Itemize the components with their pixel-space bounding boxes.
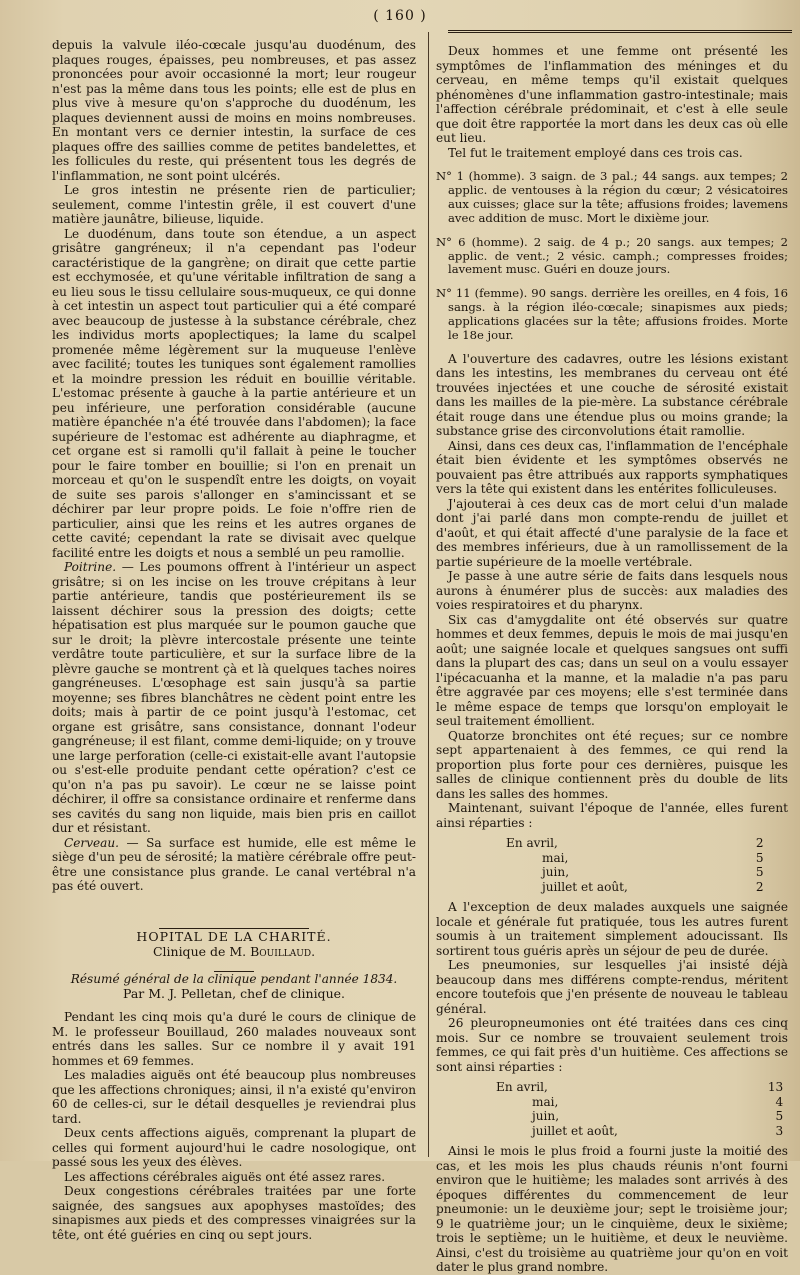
paragraph: A l'exception de deux malades auxquels une saignée locale et générale fut pratiquée, tous les autres furent soumis à un traitement simplement adoucissant. Ils sortirent tous guéris après un séjour de peu de durée.: [436, 900, 788, 958]
paragraph: Deux hommes et une femme ont présenté les symptômes de l'inflammation des méninges et du cerveau, en même temps qu'il existait quelques phénomènes d'une inflammation gastro-intestinale; mais l'affection cérébrale prédominait, et c'est à elle seule que doit être rapportée la mort dans les deux cas où elle eut lieu.: [436, 44, 788, 145]
hospital-heading: HOPITAL DE LA CHARITÉ.: [136, 928, 332, 944]
paragraph: Ainsi le mois le plus froid a fourni juste la moitié des cas, et les mois les plus chauds réunis n'ont fourni environ que le huitième; les malades sont arrivés à des époques différentes du commencement de leur pneumonie: un le deuxième jour; sept le troisième jour; 9 le quatrième jour; un le cinquième, deux le sixième; trois le septième; un le huitième, et deux le neuvième. Ainsi, c'est du troisième au quatrième jour qu'on en voit dater le plus grand nombre.: [436, 1144, 788, 1275]
bronchitis-distribution-table: [506, 836, 764, 894]
table-row: [496, 1095, 783, 1110]
table-row: [496, 1124, 783, 1139]
paragraph: Les affections cérébrales aiguës ont été assez rares.: [64, 1169, 386, 1184]
case-record: N° 1 (homme). 3 saign. de 3 pal.; 44 sangs. aux tempes; 2 applic. de ventouses à la région du cœur; 2 vésicatoires aux cuisses; glace sur la tête; affusions froides; lavemens avec addition de musc. Mort le dixième jour.: [436, 169, 788, 225]
clinic-name: Bouillaud.: [250, 943, 316, 959]
paragraph-cerveau: [52, 836, 416, 894]
paragraph: Maintenant, suivant l'époque de l'année, elles furent ainsi réparties :: [436, 801, 788, 830]
month-cell: juillet et août,: [542, 879, 628, 894]
paragraph-poitrine: [52, 560, 416, 836]
case-record: N° 11 (femme). 90 sangs. derrière les oreilles, en 4 fois, 16 sangs. à la région iléo-cœcale; sinapismes aux pieds; applications glacées sur la tête; affusions froides. Morte le 18e jour.: [436, 286, 788, 343]
paragraph: Le duodénum, dans toute son étendue, a un aspect grisâtre gangréneux; il n'a cependant pas l'odeur caractéristique de la gangrène; on dirait que cette partie est ecchymosée, et qu'une véritable infiltration de sang a eu lieu sous le tissu cellulaire sous-muqueux, ce qui donne à cet intestin un aspect tout particulier qui a été comparé avec beaucoup de justesse à la substance cérébrale, chez les individus morts apoplectiques; la lame du scalpel promenée même légèrement sur la muqueuse l'enlève avec facilité; toutes les tuniques sont également ramollies et la moindre pression les réduit en bouillie véritable. L'estomac présente à gauche à la partie antérieure et un peu inférieure, une perforation considérable (aucune matière épanchée n'a été trouvée dans l'abdomen); la face supérieure de l'estomac est adhérente au diaphragme, et cet organe est si ramolli qu'il fallait à peine le toucher pour le faire tomber en bouillie; si l'on en prenait un morceau et qu'on le suspendît entre les doigts, on voyait de suite ses parois s'allonger en s'amincissant et se déchirer par leur propre poids. Le foie n'offre rien de particulier, ainsi que les reins et les autres organes de cette cavité; cependant la rate se divisait avec quelque facilité entre les doigts et nous a semblé un peu ramollie.: [52, 226, 416, 560]
table-row: [506, 865, 764, 880]
pneumonia-distribution-table: [496, 1080, 783, 1138]
page-number: ( 160 ): [373, 8, 427, 24]
count-cell: 2: [755, 879, 764, 894]
table-row: [506, 851, 764, 866]
month-cell: juin,: [532, 1109, 560, 1124]
column-divider: [428, 32, 429, 1157]
month-cell: mai,: [532, 1094, 559, 1109]
summary-heading: Résumé général de la clinique pendant l'année 1834.: [70, 971, 398, 986]
month-cell: juillet et août,: [532, 1123, 618, 1138]
paragraph: Le gros intestin ne présente rien de particulier; seulement, comme l'intestin grêle, il est couvert d'une matière jaunâtre, bilieuse, liquide.: [52, 183, 416, 226]
author-line: Par M. J. Pelletan, chef de clinique.: [123, 986, 345, 1001]
paragraph: Les maladies aiguës ont été beaucoup plus nombreuses que les affections chroniques; ainsi, il n'a existé qu'environ 60 de celles-ci, sur le détail desquelles je reviendrai plus tard.: [52, 1068, 416, 1126]
paragraph: Ainsi, dans ces deux cas, l'inflammation de l'encéphale était bien évidente et les symptômes observés ne pouvaient pas être attribués aux rapports symphatiques vers la tête qui existent dans les entérites folliculeuses.: [436, 438, 788, 497]
table-row: [506, 880, 764, 895]
section-label: Poitrine.: [64, 560, 117, 574]
count-cell: 5: [755, 865, 764, 880]
month-cell: mai,: [542, 850, 569, 865]
paragraph-text: — Les poumons offrent à l'intérieur un aspect grisâtre; si on les incise on les trouve crépitans à leur partie antérieure, tandis que postérieurement ils se laissent déchirer sous la pression des doigts; cette hépatisation est plus marquée sur le poumon gauche que sur le droit; la plèvre intercostale présente une teinte verdâtre toute particulière, et sur la surface libre de la plèvre gauche se montrent çà et là quelques taches noires gangréneuses. L'œsophage est sain jusqu'à sa partie moyenne; ses fibres blanchâtres ne cèdent point entre les doits; mais à partir de ce point jusqu'à l'estomac, cet organe est grisâtre, sans consistance, donnant l'odeur gangréneuse; il est filant, comme demi-liquide; on y trouve une large perforation (celle-ci existait-elle avant l'autopsie ou s'est-elle produite pendant cette opération? c'est ce qu'on n'a pas pu savoir). Le cœur ne se laisse point déchirer, il offre sa consistance ordinaire et renferme dans ses cavités du sang non liquide, mais bien pris en caillot dur et résistant.: [52, 560, 416, 835]
paragraph: A l'ouverture des cadavres, outre les lésions existant dans les intestins, les membranes du cerveau ont été trouvées injectées et une couche de sérosité existait dans les mailles de la pie-mère. La substance cérébrale était rouge dans une étendue plus ou moins grande; la substance grise des circonvolutions était ramollie.: [436, 351, 788, 439]
month-cell: En avril,: [506, 836, 558, 851]
paragraph: Pendant les cinq mois qu'a duré le cours de clinique de M. le professeur Bouillaud, 260 malades nouveaux sont entrés dans les salles. Sur ce nombre il y avait 191 hommes et 69 femmes.: [52, 1010, 416, 1068]
right-column: [436, 44, 788, 1275]
paragraph: Tel fut le traitement employé dans ces trois cas.: [448, 145, 743, 160]
left-column: [52, 38, 416, 1242]
paragraph: Les pneumonies, sur lesquelles j'ai insisté déjà beaucoup dans mes différens compte-rendus, méritent encore toutefois que j'en présente de nouveau le tableau général.: [436, 958, 788, 1016]
paragraph: depuis la valvule iléo-cœcale jusqu'au duodénum, des plaques rouges, épaisses, peu nombreuses, et pas assez prononcées pour avoir occasionné la mort; leur rougeur n'est pas la même dans tous les points; elle est de plus en plus vive à mesure qu'on s'approche du duodénum, les plaques deviennent aussi de moins en moins nombreuses. En montant vers ce dernier intestin, la surface de ces plaques offre des saillies comme de petites bandelettes, et les follicules du reste, qui présentent tous les degrés de l'inflammation, ne sont point ulcérés.: [52, 38, 416, 183]
count-cell: 13: [767, 1080, 784, 1095]
paragraph: Deux congestions cérébrales traitées par une forte saignée, des sangsues aux apophyses mastoïdes; des sinapismes aux pieds et des compresses vinaigrées sur la tête, ont été guéries en cinq ou sept jours.: [52, 1184, 416, 1242]
header-rule: [448, 30, 792, 33]
paragraph: Quatorze bronchites ont été reçues; sur ce nombre sept appartenaient à des femmes, ce qui rend la proportion plus forte pour ces dernières, puisque les salles de clinique contiennent près du double de lits dans les salles des hommes.: [436, 728, 788, 801]
paragraph-text: — Sa surface est humide, elle est même le siège d'un peu de sérosité; la matière cérébrale offre peut-être une consistance plus grande. Le canal vertébral n'a pas été ouvert.: [52, 835, 416, 893]
section-label: Cerveau.: [64, 835, 120, 850]
table-row: [496, 1109, 783, 1124]
clinic-prefix: Clinique de M.: [152, 943, 251, 959]
paragraph: Je passe à une autre série de faits dans lesquels nous aurons à énumérer plus de succès: aux maladies des voies respiratoires et du pharynx.: [436, 569, 788, 613]
month-cell: juin,: [542, 865, 570, 880]
count-cell: 5: [775, 1109, 784, 1124]
table-row: [496, 1080, 783, 1095]
clinic-subtitle: [52, 944, 416, 959]
paragraph: 26 pleuropneumonies ont été traitées dans ces cinq mois. Sur ce nombre se trouvaient seulement trois femmes, ce qui fait près d'un huitième. Ces affections se sont ainsi réparties :: [436, 1016, 788, 1074]
paragraph: J'ajouterai à ces deux cas de mort celui d'un malade dont j'ai parlé dans mon compte-rendu de juillet et d'août, et qui était affecté d'une paralysie de la face et des membres inférieurs, due à un ramollissement de la partie supérieure de la moelle vertébrale.: [436, 496, 788, 569]
count-cell: 4: [775, 1094, 784, 1109]
count-cell: 2: [755, 836, 764, 851]
paragraph: Six cas d'amygdalite ont été observés sur quatre hommes et deux femmes, depuis le mois de mai jusqu'en août; une saignée locale et quelques sangsues ont suffi dans la plupart des cas; dans un seul on a voulu essayer l'ipécacuanha et la manne, et la maladie n'a pas paru être aggravée par ces moyens; elle s'est terminée dans le même espace de temps que lorsqu'on employait le seul traitement émollient.: [436, 612, 788, 729]
paragraph: Deux cents affections aiguës, comprenant la plupart de celles qui forment aujourd'hui le cadre nosologique, ont passé sous les yeux des élèves.: [52, 1126, 416, 1169]
case-record: N° 6 (homme). 2 saig. de 4 p.; 20 sangs. aux tempes; 2 applic. de vent.; 2 vésic. camph.; compresses froides; lavement musc. Guéri en douze jours.: [436, 234, 788, 277]
table-row: [506, 836, 764, 851]
count-cell: 5: [755, 850, 764, 865]
month-cell: En avril,: [496, 1080, 548, 1095]
count-cell: 3: [775, 1123, 784, 1138]
